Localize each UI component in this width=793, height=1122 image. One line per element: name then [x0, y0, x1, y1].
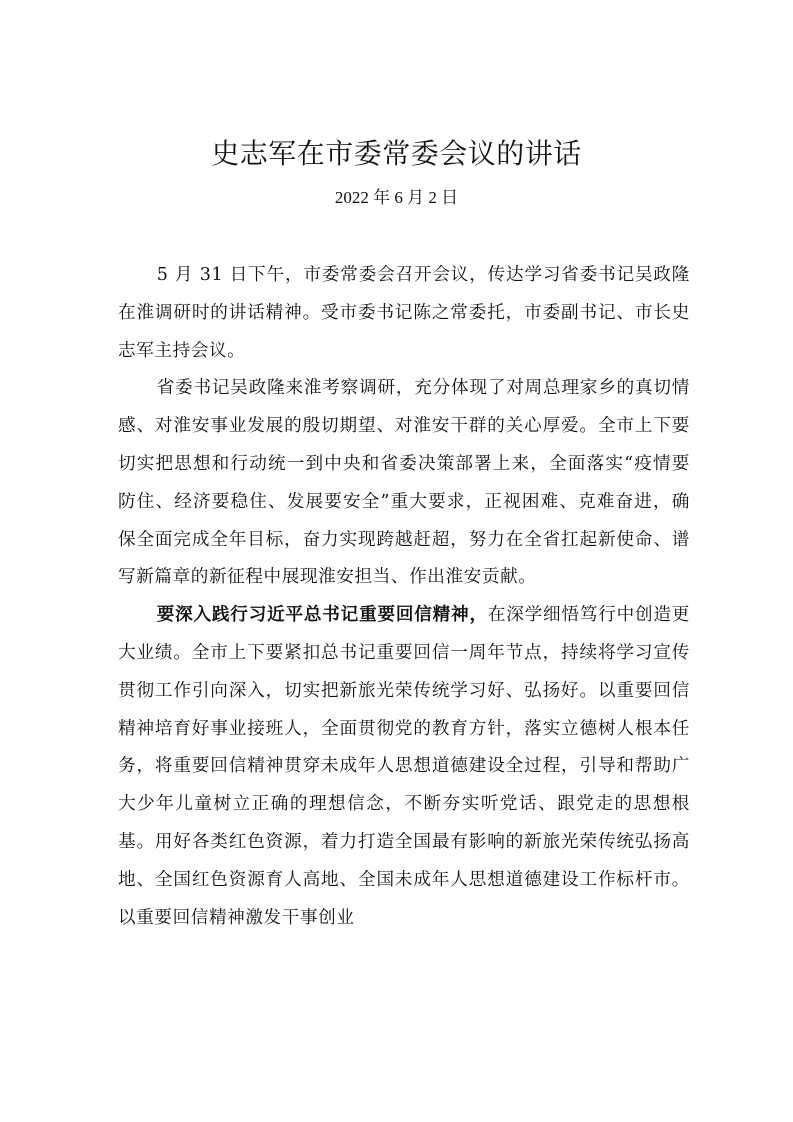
- paragraph-text: 5 月 31 日下午，市委常委会召开会议，传达学习省委书记吴政隆在淮调研时的讲话精神。受市委书记陈之常委托，市委副书记、市长史志军主持会议。: [118, 265, 690, 361]
- paragraph: [118, 370, 690, 597]
- paragraph-text: 省委书记吴政隆来淮考察调研，充分体现了对周总理家乡的真切情感、对淮安事业发展的殷切期望、对淮安干群的关心厚爱。全市上下要切实把思想和行动统一到中央和省委决策部署上来，全面落实“疫情要防住、经济要稳住、发展要安全”重大要求，正视困难、克难奋进，确保全面完成全年目标，奋力实现跨越赶超，努力在全省扛起新使命、谱写新篇章的新征程中展现淮安担当、作出淮安贡献。: [118, 378, 690, 588]
- paragraph-text: 在深学细悟笃行中创造更大业绩。全市上下要紧扣总书记重要回信一周年节点，持续将学习宣传贯彻工作引向深入，切实把新旅光荣传统学习好、弘扬好。以重要回信精神培育好事业接班人，全面贯彻党的教育方针，落实立德树人根本任务，将重要回信精神贯穿未成年人思想道德建设全过程，引导和帮助广大少年儿童树立正确的理想信念，不断夯实听党话、跟党走的思想根基。用好各类红色资源，着力打造全国最有影响的新旅光荣传统弘扬高地、全国红色资源育人高地、全国未成年人思想道德建设工作标杆市。以重要回信精神激发干事创业: [118, 605, 690, 928]
- document-title: 史志军在市委常委会议的讲话: [211, 137, 582, 170]
- paragraph: [118, 257, 690, 370]
- document-date: 2022 年 6 月 2 日: [334, 188, 459, 207]
- paragraph-lead-bold: 要深入践行习近平总书记重要回信精神，: [156, 605, 488, 626]
- document-body: [118, 257, 690, 937]
- paragraph: [118, 597, 690, 937]
